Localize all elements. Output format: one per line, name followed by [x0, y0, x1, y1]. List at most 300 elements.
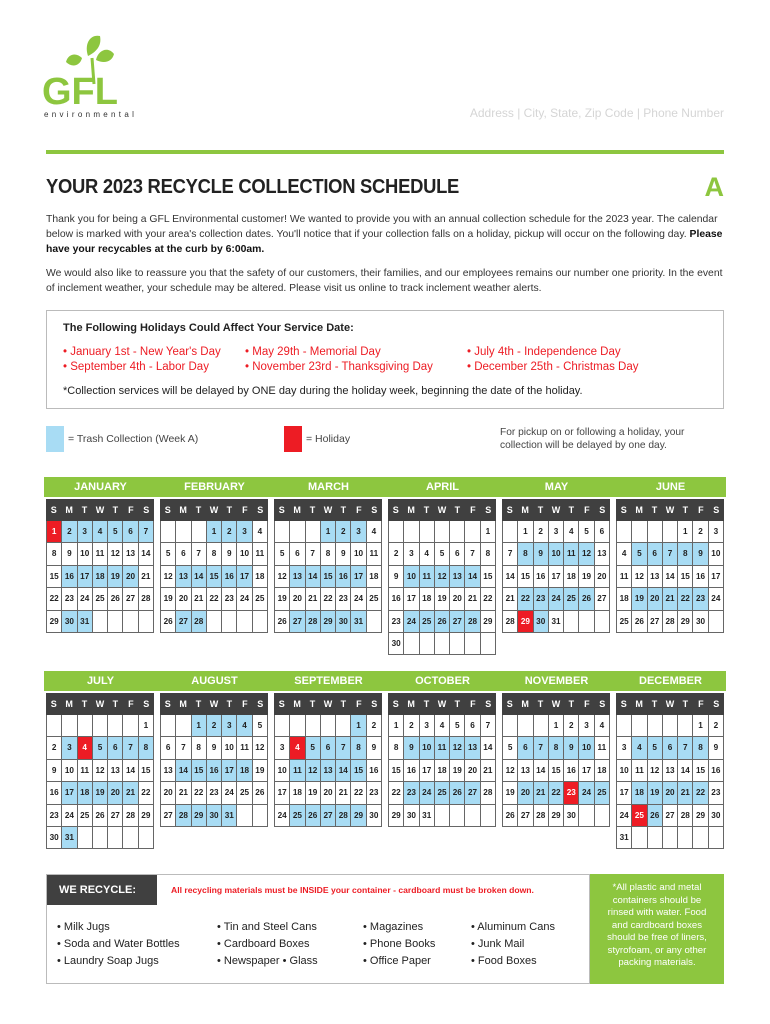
day-cell: 19: [275, 588, 290, 610]
day-cell: 15: [693, 760, 708, 782]
empty-cell: [78, 715, 93, 737]
day-cell: 20: [123, 566, 138, 588]
day-cell: 15: [321, 566, 336, 588]
day-cell: 2: [62, 521, 77, 543]
day-cell: 26: [503, 805, 518, 827]
weekday-label: T: [340, 505, 347, 515]
empty-cell: [176, 715, 191, 737]
day-cell: 9: [47, 760, 62, 782]
day-cell: 9: [389, 566, 404, 588]
day-cell: 7: [192, 543, 207, 565]
holiday-box: [46, 310, 724, 409]
day-cell: 22: [139, 782, 154, 804]
weekday-label: W: [665, 699, 675, 709]
day-cell: 13: [321, 760, 336, 782]
day-cell: 26: [108, 588, 123, 610]
empty-cell: [93, 827, 108, 849]
day-grid: [616, 715, 724, 849]
gfl-logo: [38, 22, 138, 122]
day-cell: 24: [237, 588, 252, 610]
day-cell: 28: [306, 611, 321, 633]
recycle-column-2: [217, 919, 318, 970]
day-cell: 27: [450, 611, 465, 633]
weekday-label: W: [551, 505, 561, 515]
weekday-label: W: [209, 699, 219, 709]
day-cell: 26: [648, 805, 663, 827]
weekday-label: S: [50, 699, 57, 709]
day-cell: 14: [534, 760, 549, 782]
day-cell: 5: [648, 737, 663, 759]
empty-cell: [237, 805, 252, 827]
day-cell: 6: [108, 737, 123, 759]
weekday-label: M: [407, 699, 415, 709]
legend-trash-label: = Trash Collection (Week A): [68, 433, 199, 445]
day-cell: 11: [290, 760, 305, 782]
day-cell: 4: [420, 543, 435, 565]
day-cell: 11: [78, 760, 93, 782]
day-cell: 11: [420, 566, 435, 588]
recycle-item: • Newspaper • Glass: [217, 955, 318, 967]
day-cell: 14: [503, 566, 518, 588]
day-cell: 7: [176, 737, 191, 759]
holiday-item: • November 23rd - Thanksgiving Day: [245, 360, 433, 375]
empty-cell: [108, 715, 123, 737]
day-cell: 24: [709, 588, 724, 610]
day-cell: 30: [207, 805, 222, 827]
empty-cell: [404, 633, 419, 655]
day-cell: 4: [237, 715, 252, 737]
calendar-april: [388, 499, 496, 655]
weekday-label: F: [584, 699, 590, 709]
day-cell: 13: [450, 566, 465, 588]
day-cell: 1: [321, 521, 336, 543]
recycle-column-3: [363, 919, 435, 970]
calendar-november: [502, 693, 610, 827]
weekday-header: [502, 693, 610, 715]
day-cell: 11: [435, 737, 450, 759]
day-cell: 20: [648, 588, 663, 610]
empty-cell: [161, 521, 176, 543]
day-cell: 4: [435, 715, 450, 737]
day-cell: 8: [321, 543, 336, 565]
empty-cell: [192, 521, 207, 543]
day-cell: 15: [47, 566, 62, 588]
day-cell: 6: [595, 521, 610, 543]
empty-cell: [579, 611, 594, 633]
day-cell: 9: [534, 543, 549, 565]
empty-cell: [617, 715, 632, 737]
day-cell: 1: [207, 521, 222, 543]
weekday-label: M: [521, 699, 529, 709]
weekday-label: M: [65, 699, 73, 709]
legend-trash-swatch: [46, 426, 64, 452]
day-cell: 12: [450, 737, 465, 759]
day-cell: 13: [161, 760, 176, 782]
day-cell: 14: [465, 566, 480, 588]
day-cell: 15: [678, 566, 693, 588]
day-cell: 10: [237, 543, 252, 565]
recycle-item: • Milk Jugs: [57, 921, 110, 933]
day-cell: 3: [617, 737, 632, 759]
holiday-delay-note: *Collection services will be delayed by ONE day during the holiday week, beginning the date of the holiday.: [63, 385, 583, 397]
day-cell: 17: [420, 760, 435, 782]
day-cell: 6: [123, 521, 138, 543]
day-cell: 25: [632, 805, 647, 827]
day-cell: 20: [161, 782, 176, 804]
day-cell: 10: [351, 543, 366, 565]
day-cell: 1: [47, 521, 62, 543]
calendar-january: [46, 499, 154, 633]
day-cell: 19: [632, 588, 647, 610]
day-cell: 27: [108, 805, 123, 827]
weekday-label: T: [651, 505, 658, 515]
weekday-label: F: [128, 505, 134, 515]
day-cell: 22: [518, 588, 533, 610]
day-cell: 1: [678, 521, 693, 543]
day-cell: 15: [139, 760, 154, 782]
weekday-label: M: [293, 699, 301, 709]
empty-cell: [420, 521, 435, 543]
weekday-label: F: [242, 505, 248, 515]
day-cell: 11: [93, 543, 108, 565]
day-cell: 26: [632, 611, 647, 633]
weekday-label: W: [437, 505, 447, 515]
day-cell: 3: [78, 521, 93, 543]
day-cell: 12: [108, 543, 123, 565]
empty-cell: [176, 521, 191, 543]
day-cell: 5: [579, 521, 594, 543]
day-cell: 9: [222, 543, 237, 565]
calendar-february: [160, 499, 268, 633]
day-cell: 26: [579, 588, 594, 610]
weekday-label: S: [143, 505, 150, 515]
empty-cell: [237, 611, 252, 633]
empty-cell: [123, 611, 138, 633]
day-grid: [502, 521, 610, 633]
weekday-label: M: [179, 505, 187, 515]
day-cell: 14: [192, 566, 207, 588]
weekday-label: T: [226, 505, 233, 515]
holiday-item: • September 4th - Labor Day: [63, 360, 221, 375]
empty-cell: [663, 521, 678, 543]
day-cell: 30: [47, 827, 62, 849]
day-cell: 12: [275, 566, 290, 588]
day-cell: 19: [93, 782, 108, 804]
weekday-header: [160, 693, 268, 715]
weekday-label: W: [323, 505, 333, 515]
weekday-header: [46, 499, 154, 521]
recycle-item: • Office Paper: [363, 955, 431, 967]
rinse-note: *All plastic and metal containers should be rinsed with water. Food and cardboard boxes should be free of liners, styrofoam, or any other packing materials.: [590, 874, 724, 984]
day-cell: 8: [481, 543, 496, 565]
day-cell: 17: [404, 588, 419, 610]
weekday-label: F: [356, 505, 362, 515]
day-cell: 26: [93, 805, 108, 827]
weekday-label: T: [340, 699, 347, 709]
contact-line: Address | City, State, Zip Code | Phone Number: [469, 106, 724, 120]
day-cell: 25: [564, 588, 579, 610]
weekday-label: S: [713, 699, 720, 709]
intro-paragraph-1: Thank you for being a GFL Environmental customer! We wanted to provide you with an annual collection schedule for the 2023 year. The calendar below is marked with your area's collection dates. You'll notice that if your collection falls on a holiday, pickup will occur on the following day. Please have your recycables at the curb by 6:00am.: [46, 214, 723, 255]
day-cell: 29: [321, 611, 336, 633]
empty-cell: [435, 521, 450, 543]
weekday-label: T: [651, 699, 658, 709]
day-cell: 13: [108, 760, 123, 782]
day-cell: 25: [617, 611, 632, 633]
weekday-label: F: [128, 699, 134, 709]
day-cell: 21: [336, 782, 351, 804]
day-cell: 7: [481, 715, 496, 737]
day-cell: 30: [62, 611, 77, 633]
empty-cell: [693, 827, 708, 849]
day-cell: 23: [709, 782, 724, 804]
weekday-label: M: [521, 505, 529, 515]
empty-cell: [481, 633, 496, 655]
weekday-header: [46, 693, 154, 715]
day-cell: 6: [450, 543, 465, 565]
empty-cell: [321, 715, 336, 737]
empty-cell: [518, 715, 533, 737]
day-cell: 17: [275, 782, 290, 804]
empty-cell: [663, 827, 678, 849]
day-cell: 28: [503, 611, 518, 633]
day-cell: 21: [663, 588, 678, 610]
weekday-label: T: [112, 505, 119, 515]
day-cell: 20: [450, 588, 465, 610]
day-cell: 15: [351, 760, 366, 782]
day-cell: 28: [678, 805, 693, 827]
day-cell: 25: [253, 588, 268, 610]
day-cell: 19: [503, 782, 518, 804]
empty-cell: [632, 521, 647, 543]
weekday-label: F: [356, 699, 362, 709]
empty-cell: [290, 521, 305, 543]
day-cell: 28: [465, 611, 480, 633]
day-cell: 7: [123, 737, 138, 759]
day-cell: 4: [78, 737, 93, 759]
empty-cell: [435, 805, 450, 827]
day-cell: 25: [367, 588, 382, 610]
day-cell: 31: [62, 827, 77, 849]
day-cell: 18: [253, 566, 268, 588]
empty-cell: [450, 633, 465, 655]
day-cell: 18: [617, 588, 632, 610]
empty-cell: [161, 715, 176, 737]
weekday-header: [160, 499, 268, 521]
recycle-item: • Food Boxes: [471, 955, 537, 967]
day-cell: 11: [617, 566, 632, 588]
day-cell: 5: [450, 715, 465, 737]
day-cell: 21: [306, 588, 321, 610]
recycle-item: • Phone Books: [363, 938, 436, 950]
day-cell: 27: [595, 588, 610, 610]
empty-cell: [275, 715, 290, 737]
day-cell: 8: [47, 543, 62, 565]
weekday-label: T: [682, 505, 689, 515]
day-cell: 16: [534, 566, 549, 588]
empty-cell: [648, 521, 663, 543]
day-cell: 9: [62, 543, 77, 565]
day-cell: 22: [481, 588, 496, 610]
day-cell: 16: [693, 566, 708, 588]
day-cell: 15: [549, 760, 564, 782]
day-grid: [616, 521, 724, 633]
day-cell: 25: [595, 782, 610, 804]
weekday-label: M: [407, 505, 415, 515]
day-cell: 31: [351, 611, 366, 633]
day-cell: 25: [93, 588, 108, 610]
recycle-item: • Magazines: [363, 921, 424, 933]
day-cell: 30: [404, 805, 419, 827]
month-name-february: FEBRUARY: [184, 481, 245, 493]
empty-cell: [367, 611, 382, 633]
day-cell: 5: [435, 543, 450, 565]
day-cell: 19: [579, 566, 594, 588]
day-cell: 27: [176, 611, 191, 633]
day-cell: 10: [579, 737, 594, 759]
weekday-label: M: [293, 505, 301, 515]
empty-cell: [336, 715, 351, 737]
empty-cell: [450, 805, 465, 827]
weekday-label: F: [584, 505, 590, 515]
day-cell: 29: [192, 805, 207, 827]
empty-cell: [648, 827, 663, 849]
day-cell: 10: [549, 543, 564, 565]
day-cell: 3: [62, 737, 77, 759]
recycle-heading: WE RECYCLE:: [47, 875, 157, 905]
day-cell: 24: [404, 611, 419, 633]
weekday-label: S: [371, 505, 378, 515]
holiday-box-title: The Following Holidays Could Affect Your Service Date:: [63, 322, 354, 334]
empty-cell: [108, 827, 123, 849]
day-cell: 2: [207, 715, 222, 737]
day-cell: 5: [93, 737, 108, 759]
weekday-label: S: [599, 699, 606, 709]
day-cell: 7: [678, 737, 693, 759]
day-grid: [46, 715, 154, 849]
day-grid: [274, 521, 382, 633]
day-cell: 17: [78, 566, 93, 588]
weekday-label: T: [81, 505, 88, 515]
empty-cell: [420, 633, 435, 655]
day-cell: 23: [693, 588, 708, 610]
day-cell: 24: [275, 805, 290, 827]
weekday-label: T: [309, 505, 316, 515]
weekday-label: W: [95, 505, 105, 515]
day-cell: 20: [595, 566, 610, 588]
day-cell: 22: [192, 782, 207, 804]
day-cell: 31: [617, 827, 632, 849]
day-cell: 17: [222, 760, 237, 782]
weekday-label: S: [713, 505, 720, 515]
day-cell: 10: [709, 543, 724, 565]
day-cell: 29: [481, 611, 496, 633]
month-name-april: APRIL: [426, 481, 459, 493]
weekday-header: [616, 499, 724, 521]
day-cell: 6: [176, 543, 191, 565]
day-cell: 30: [534, 611, 549, 633]
recycle-item: • Laundry Soap Jugs: [57, 955, 159, 967]
day-cell: 14: [123, 760, 138, 782]
logo-word: GFL: [42, 71, 118, 113]
day-cell: 23: [336, 588, 351, 610]
day-cell: 19: [253, 760, 268, 782]
day-cell: 15: [481, 566, 496, 588]
day-cell: 4: [595, 715, 610, 737]
day-cell: 16: [709, 760, 724, 782]
day-cell: 17: [617, 782, 632, 804]
day-cell: 20: [108, 782, 123, 804]
recycle-item: • Soda and Water Bottles: [57, 938, 180, 950]
empty-cell: [678, 827, 693, 849]
day-cell: 31: [222, 805, 237, 827]
curb-time-notice: Please have your recycables at the curb by 6:00am.: [46, 229, 723, 255]
day-cell: 2: [404, 715, 419, 737]
day-cell: 12: [648, 760, 663, 782]
day-cell: 10: [78, 543, 93, 565]
weekday-label: S: [599, 505, 606, 515]
weekday-label: F: [470, 699, 476, 709]
day-cell: 25: [290, 805, 305, 827]
weekday-label: T: [423, 699, 430, 709]
day-cell: 7: [139, 521, 154, 543]
day-cell: 9: [336, 543, 351, 565]
day-cell: 2: [47, 737, 62, 759]
weekday-label: S: [506, 505, 513, 515]
logo-subtitle: environmental: [44, 110, 138, 119]
page-title: YOUR 2023 RECYCLE COLLECTION SCHEDULE: [46, 176, 460, 198]
empty-cell: [207, 611, 222, 633]
day-cell: 9: [693, 543, 708, 565]
day-cell: 26: [435, 611, 450, 633]
day-cell: 20: [465, 760, 480, 782]
day-grid: [274, 715, 382, 827]
day-cell: 11: [367, 543, 382, 565]
day-cell: 16: [336, 566, 351, 588]
empty-cell: [564, 611, 579, 633]
day-cell: 17: [62, 782, 77, 804]
recycle-item: • Junk Mail: [471, 938, 525, 950]
empty-cell: [709, 827, 724, 849]
day-cell: 1: [518, 521, 533, 543]
empty-cell: [389, 521, 404, 543]
weekday-label: W: [209, 505, 219, 515]
day-cell: 26: [253, 782, 268, 804]
day-grid: [388, 715, 496, 827]
day-cell: 25: [237, 782, 252, 804]
day-cell: 3: [351, 521, 366, 543]
weekday-label: S: [164, 699, 171, 709]
day-cell: 12: [161, 566, 176, 588]
day-cell: 3: [275, 737, 290, 759]
month-name-january: JANUARY: [74, 481, 127, 493]
day-cell: 27: [290, 611, 305, 633]
day-cell: 12: [632, 566, 647, 588]
month-name-august: AUGUST: [191, 675, 238, 687]
day-cell: 16: [564, 760, 579, 782]
calendar-october: [388, 693, 496, 827]
day-cell: 5: [632, 543, 647, 565]
empty-cell: [139, 611, 154, 633]
day-cell: 29: [351, 805, 366, 827]
calendar-august: [160, 693, 268, 827]
zone-letter: A: [704, 172, 724, 202]
weekday-label: M: [635, 505, 643, 515]
day-cell: 6: [161, 737, 176, 759]
day-cell: 30: [693, 611, 708, 633]
day-cell: 19: [435, 588, 450, 610]
day-cell: 2: [693, 521, 708, 543]
